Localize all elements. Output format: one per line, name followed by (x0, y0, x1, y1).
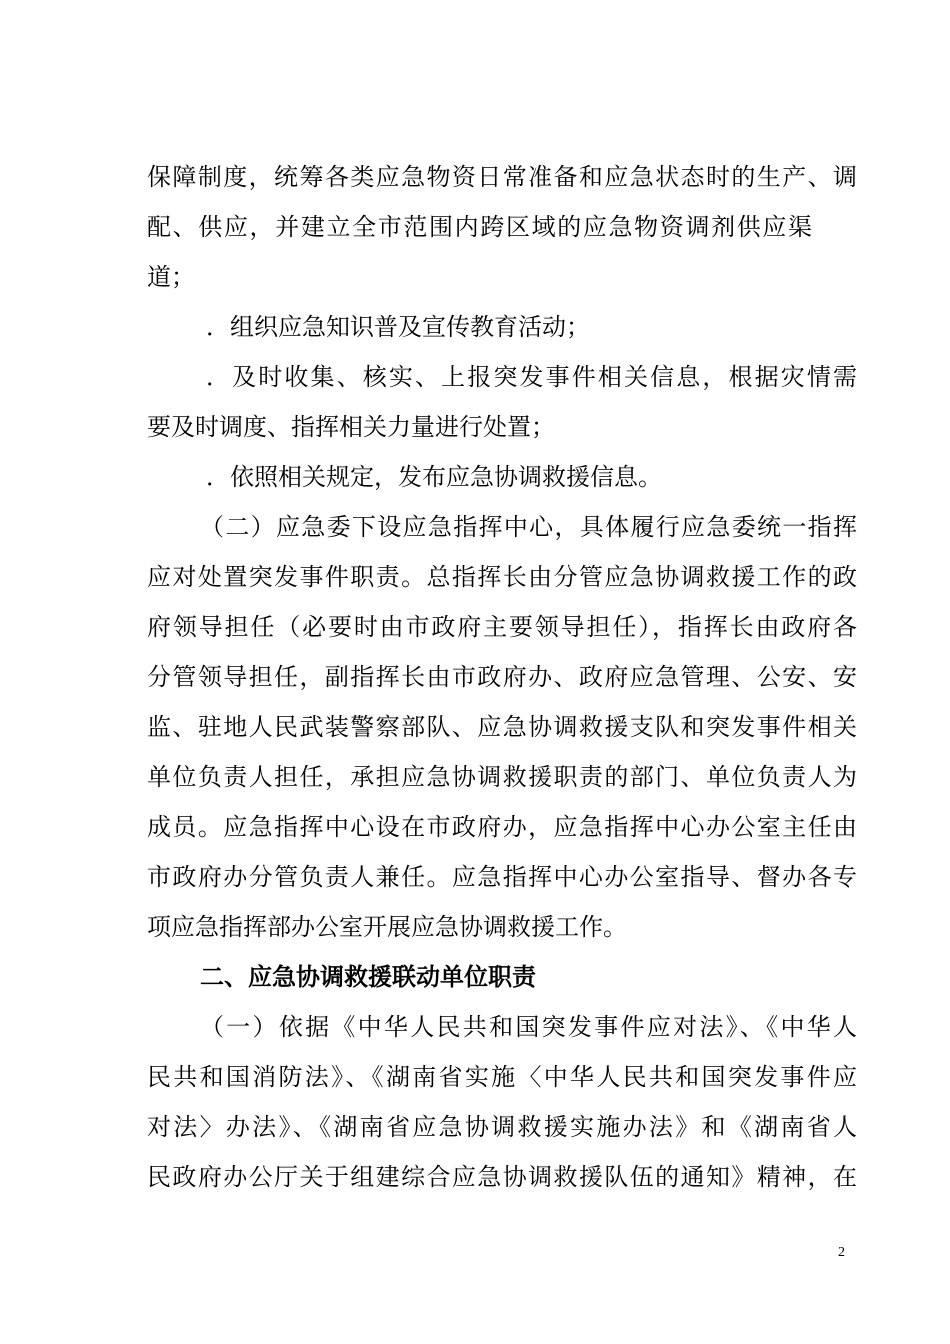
paragraph-line: （一）依据《中华人民共和国突发事件应对法》、《中华人 (200, 1013, 857, 1041)
list-item: ．组织应急知识普及宣传教育活动； (206, 313, 590, 341)
paragraph-line: 分管领导担任，副指挥长由市政府办、政府应急管理、公安、安 (147, 663, 857, 691)
paragraph-line: 单位负责人担任，承担应急协调救援职责的部门、单位负责人为 (147, 763, 857, 791)
paragraph-line: 要及时调度、指挥相关力量进行处置； (147, 413, 555, 441)
paragraph-line: 成员。应急指挥中心设在市政府办，应急指挥中心办公室主任由 (147, 813, 857, 841)
paragraph-line: 民共和国消防法》、《湖南省实施〈中华人民共和国突发事件应 (147, 1063, 857, 1091)
paragraph-line: 市政府办分管负责人兼任。应急指挥中心办公室指导、督办各专 (147, 863, 857, 891)
paragraph-line: 应对处置突发事件职责。总指挥长由分管应急协调救援工作的政 (147, 563, 857, 591)
paragraph-line: 对法〉办法》、《湖南省应急协调救援实施办法》和《湖南省人 (147, 1113, 857, 1141)
paragraph-line: 道； (147, 263, 195, 291)
paragraph-line: 配、供应，并建立全市范围内跨区域的应急物资调剂供应渠 (147, 213, 812, 241)
paragraph-line: 府领导担任（必要时由市政府主要领导担任），指挥长由政府各 (147, 613, 857, 641)
list-item: ．及时收集、核实、上报突发事件相关信息，根据灾情需 (206, 363, 857, 391)
paragraph-line: 项应急指挥部办公室开展应急协调救援工作。 (147, 913, 627, 941)
page-number: 2 (838, 1245, 845, 1260)
section-heading: 二、应急协调救援联动单位职责 (200, 963, 536, 991)
paragraph-line: （二）应急委下设应急指挥中心，具体履行应急委统一指挥 (200, 513, 857, 541)
paragraph-line: 保障制度，统筹各类应急物资日常准备和应急状态时的生产、调 (147, 163, 857, 191)
list-item: ．依照相关规定，发布应急协调救援信息。 (206, 463, 662, 491)
paragraph-line: 民政府办公厅关于组建综合应急协调救援队伍的通知》精神，在 (147, 1163, 857, 1191)
paragraph-line: 监、驻地人民武装警察部队、应急协调救援支队和突发事件相关 (147, 713, 857, 741)
